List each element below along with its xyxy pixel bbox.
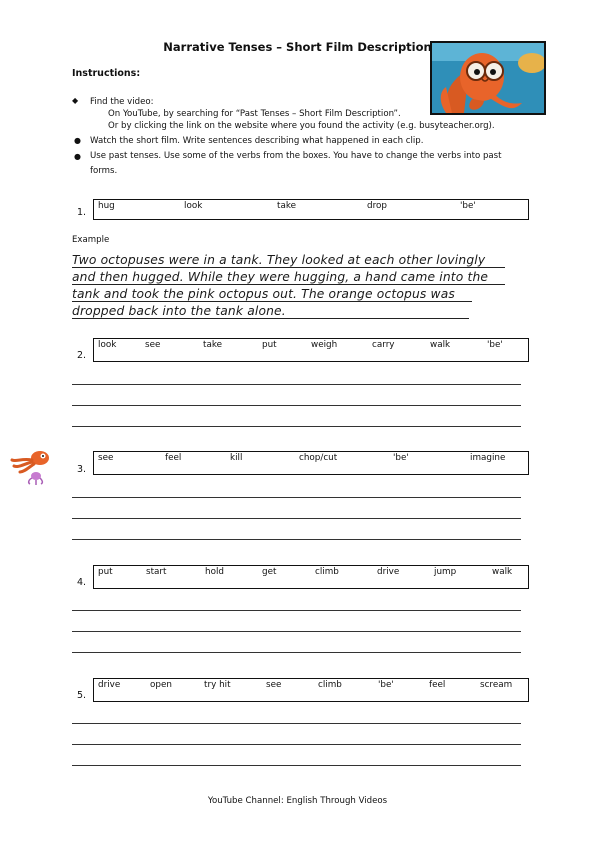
verb: put (98, 567, 113, 577)
verb: hug (98, 201, 115, 211)
instruction-watch: Watch the short film. Write sentences describing what happened in each clip. (90, 136, 424, 146)
instruction-find-video: Find the video: (90, 97, 154, 107)
example-line: and then hugged. While they were hugging, a hand came into the (72, 270, 489, 284)
verb: get (262, 567, 277, 577)
verb: drive (98, 680, 121, 690)
verb-box (93, 565, 529, 589)
exercise-number: 1. (77, 207, 87, 218)
instruction-past-tenses: Use past tenses. Use some of the verbs from the boxes. You have to change the verbs into past (90, 151, 502, 161)
verb: see (266, 680, 282, 690)
instruction-website-link: Or by clicking the link on the website where you found the activity (e.g. busyteacher.org). (108, 121, 495, 131)
answer-line[interactable] (72, 652, 521, 653)
verb: look (184, 201, 203, 211)
verb: carry (372, 340, 395, 350)
verb-box (93, 451, 529, 475)
verb: 'be' (487, 340, 503, 350)
exercise-number: 3. (77, 464, 87, 475)
verb: 'be' (393, 453, 409, 463)
verb: drop (367, 201, 387, 211)
octopus-illustration (10, 448, 58, 486)
answer-line[interactable] (72, 631, 521, 632)
answer-line[interactable] (72, 765, 521, 766)
answer-line[interactable] (72, 744, 521, 745)
verb: take (203, 340, 223, 350)
example-line: Two octopuses were in a tank. They looked at each other lovingly (72, 253, 486, 267)
instruction-youtube-search: On YouTube, by searching for “Past Tenses – Short Film Description”. (108, 109, 401, 119)
example-label: Example (72, 235, 110, 245)
verb: open (150, 680, 172, 690)
example-line: tank and took the pink octopus out. The orange octopus was (72, 287, 455, 301)
verb: kill (230, 453, 243, 463)
verb: walk (430, 340, 451, 350)
exercise-number: 5. (77, 690, 87, 701)
bullet-icon: ● (74, 152, 81, 161)
page-title: Narrative Tenses – Short Film Description (163, 40, 432, 54)
verb: 'be' (378, 680, 394, 690)
verb: jump (434, 567, 457, 577)
octopus-image (430, 41, 546, 115)
exercise-number: 2. (77, 350, 87, 361)
verb: drive (377, 567, 400, 577)
verb-box (93, 199, 529, 220)
verb: look (98, 340, 117, 350)
verb: hold (205, 567, 224, 577)
verb: scream (480, 680, 513, 690)
verb: walk (492, 567, 513, 577)
verb: feel (165, 453, 182, 463)
verb: climb (315, 567, 339, 577)
answer-line[interactable] (72, 384, 521, 385)
answer-line[interactable] (72, 539, 521, 540)
instruction-past-tenses-cont: forms. (90, 166, 118, 176)
answer-line[interactable] (72, 610, 521, 611)
verb-box (93, 678, 529, 702)
verb: chop/cut (299, 453, 338, 463)
answer-underline (72, 317, 469, 319)
verb: start (146, 567, 167, 577)
exercise-number: 4. (77, 577, 87, 588)
answer-line[interactable] (72, 426, 521, 427)
verb: try hit (204, 680, 231, 690)
answer-line[interactable] (72, 518, 521, 519)
answer-line[interactable] (72, 405, 521, 406)
verb: weigh (311, 340, 338, 350)
verb: take (277, 201, 297, 211)
verb: 'be' (460, 201, 476, 211)
verb: put (262, 340, 277, 350)
verb: feel (429, 680, 446, 690)
footer-channel: YouTube Channel: English Through Videos (207, 796, 388, 806)
verb-box (93, 338, 529, 362)
instructions-heading: Instructions: (72, 68, 141, 79)
answer-line[interactable] (72, 497, 521, 498)
verb: imagine (470, 453, 506, 463)
verb: see (145, 340, 161, 350)
bullet-icon: ◆ (72, 96, 79, 105)
verb: climb (318, 680, 342, 690)
bullet-icon: ● (74, 136, 81, 145)
example-line: dropped back into the tank alone. (72, 304, 286, 318)
verb: see (98, 453, 114, 463)
answer-line[interactable] (72, 723, 521, 724)
